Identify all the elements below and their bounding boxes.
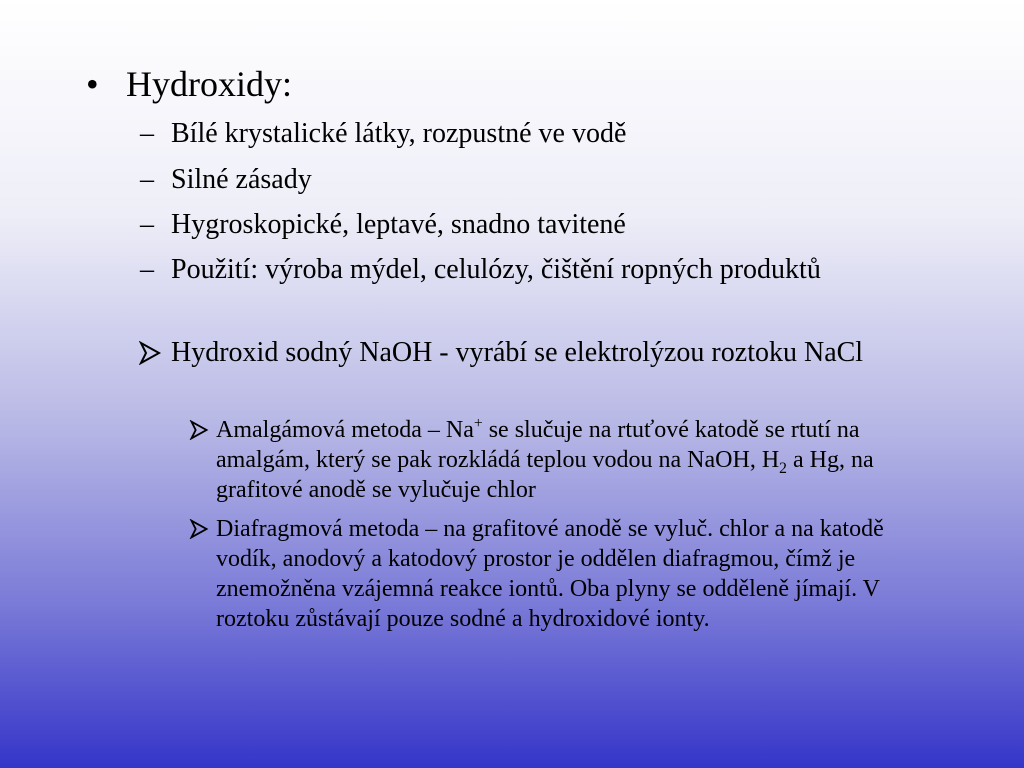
list-item (138, 336, 950, 370)
amalgam-part: Amalgámová metoda – Na (216, 417, 474, 443)
arrow-icon (138, 336, 171, 370)
amalgam-method-text (216, 415, 909, 505)
list-item (140, 163, 950, 197)
arrow-icon (189, 415, 216, 445)
arrow-icon (189, 514, 216, 544)
dash-marker: – (140, 254, 154, 285)
point-text: Silné zásady (171, 164, 312, 195)
title-row (86, 62, 986, 106)
diaphragm-method-text: Diafragmová metoda – na grafitové anodě se vyluč. chlor a na katodě vodík, anodový a katodový prostor je oddělen diafragmou, čímž je znemožněna vzájemná reakce iontů. Oba plyny se odděleně jímají. V roztoku zůstávají pouze sodné a hydroxidové ionty. (216, 516, 884, 632)
dash-marker: – (140, 164, 154, 195)
amalgam-part: se slučuje na rtuťové katodě se rtutí na amalgám, který se pak rozkládá teplou vodou na NaOH, H (216, 417, 860, 473)
list-item (140, 253, 840, 287)
list-item (140, 117, 950, 151)
amalgam-part: a Hg, na grafitové anodě se vylučuje chlor (216, 447, 874, 503)
slide-title: Hydroxidy: (126, 64, 292, 104)
bullet-marker: • (86, 64, 99, 104)
point-text: Bílé krystalické látky, rozpustné ve vodě (171, 118, 627, 149)
point-text: Použití: výroba mýdel, celulózy, čištění ropných produktů (171, 254, 821, 285)
subscript-two: 2 (779, 459, 787, 477)
superscript-plus: + (473, 415, 483, 432)
dash-marker: – (140, 118, 154, 149)
point-text: Hygroskopické, leptavé, snadno tavitené (171, 209, 626, 240)
dash-marker: – (140, 209, 154, 240)
naoh-text: Hydroxid sodný NaOH - vyrábí se elektrolýzou roztoku NaCl (171, 337, 864, 368)
list-item (140, 208, 950, 242)
list-item (189, 514, 929, 634)
list-item (189, 415, 909, 505)
